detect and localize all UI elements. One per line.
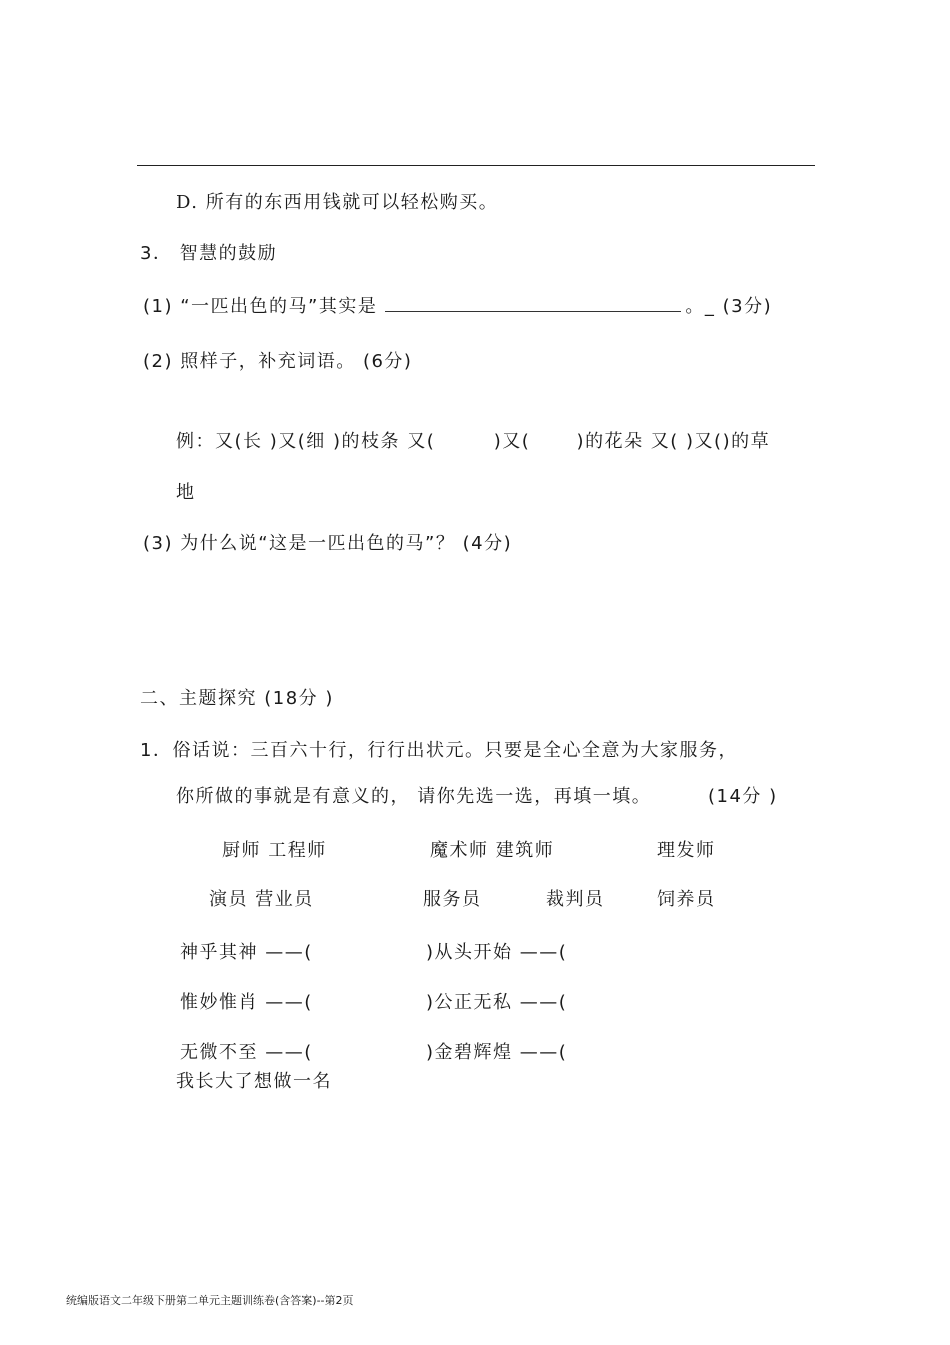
match-row-3-right: )金碧辉煌 ——( [426, 1042, 568, 1063]
question-3-title: 3． 智慧的鼓励 [140, 243, 278, 264]
section-2-title: 二、主题探究 (18分 ) [140, 688, 334, 709]
match-row-1-right: )从头开始 ——( [426, 942, 568, 963]
profession-group-1: 厨师 工程师 [222, 840, 327, 861]
profession-group-4: 演员 营业员 [209, 889, 314, 910]
question-2-1-line2: 你所做的事就是有意义的， 请你先选一选，再填一填。 [176, 786, 652, 807]
match-row-1-left: 神乎其神 ——( [180, 942, 313, 963]
answer-blank [385, 295, 681, 312]
match-row-2-left: 惟妙惟肖 ——( [180, 992, 313, 1013]
question-3-1-prefix: (1) “一匹出色的马”其实是 [143, 296, 378, 317]
final-prompt: 我长大了想做一名 [176, 1071, 332, 1092]
question-2-1-score: (14分 ) [708, 786, 778, 807]
question-3-2: (2) 照样子，补充词语。 (6分) [143, 351, 413, 372]
question-3-2-example: 例：又(长 )又(细 )的枝条 又( )又( )的花朵 又( )又()的草 [176, 431, 771, 452]
match-row-3-left: 无微不至 ——( [180, 1042, 313, 1063]
page-footer: 统编版语文二年级下册第二单元主题训练卷(含答案)--第2页 [66, 1294, 354, 1307]
option-d: D. 所有的东西用钱就可以轻松购买。 [176, 192, 499, 213]
profession-group-5: 服务员 [423, 889, 482, 910]
match-row-2-right: )公正无私 ——( [426, 992, 568, 1013]
question-3-1-suffix: 。_ (3分) [685, 296, 773, 317]
question-3-1 [143, 295, 772, 318]
header-rule [137, 165, 815, 166]
question-3-3: (3) 为什么说“这是一匹出色的马”？ (4分) [143, 533, 513, 554]
profession-group-7: 饲养员 [657, 889, 716, 910]
profession-group-6: 裁判员 [546, 889, 605, 910]
question-2-1-line1: 1．俗话说：三百六十行，行行出状元。只要是全心全意为大家服务， [140, 740, 738, 761]
question-3-2-example-cont: 地 [176, 482, 196, 503]
profession-group-3: 理发师 [657, 840, 716, 861]
profession-group-2: 魔术师 建筑师 [430, 840, 555, 861]
